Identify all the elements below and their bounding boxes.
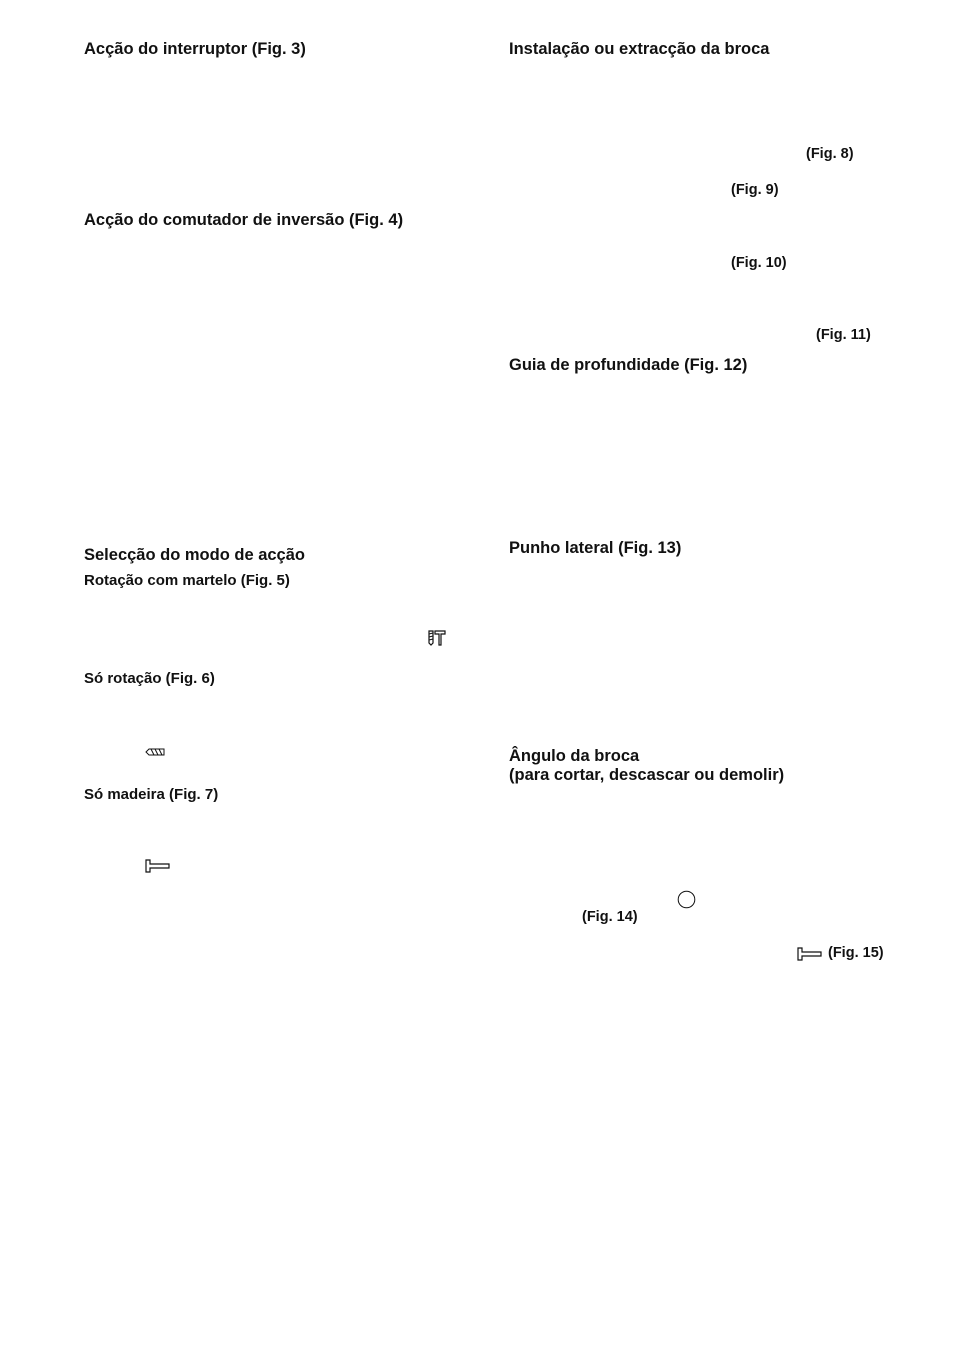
heading-side-grip: Punho lateral (Fig. 13) (509, 539, 682, 557)
circle-icon (677, 890, 696, 909)
heading-switch-action: Acção do interruptor (Fig. 3) (84, 40, 306, 58)
heading-bit-angle-subtitle: (para cortar, descascar ou demolir) (509, 766, 785, 784)
hammer-icon (797, 946, 822, 962)
heading-action-mode-selection: Selecção do modo de acção (84, 546, 305, 564)
subheading-rotation-only: Só rotação (Fig. 6) (84, 670, 215, 687)
subheading-wood-only: Só madeira (Fig. 7) (84, 786, 219, 803)
drill-hammer-icon (427, 629, 447, 646)
heading-bit-angle: Ângulo da broca (509, 747, 640, 765)
fig-ref-11: (Fig. 11) (816, 327, 871, 343)
drill-bit-icon (145, 747, 165, 757)
heading-reversing-switch: Acção do comutador de inversão (Fig. 4) (84, 211, 404, 229)
heading-depth-gauge: Guia de profundidade (Fig. 12) (509, 356, 748, 374)
fig-ref-10: (Fig. 10) (731, 255, 787, 271)
hammer-icon (145, 858, 170, 874)
fig-ref-15: (Fig. 15) (828, 945, 884, 961)
heading-bit-install-remove: Instalação ou extracção da broca (509, 40, 770, 58)
fig-ref-14: (Fig. 14) (582, 909, 638, 925)
fig-ref-8: (Fig. 8) (806, 146, 854, 162)
fig-ref-9: (Fig. 9) (731, 182, 779, 198)
subheading-rotation-with-hammer: Rotação com martelo (Fig. 5) (84, 572, 290, 589)
